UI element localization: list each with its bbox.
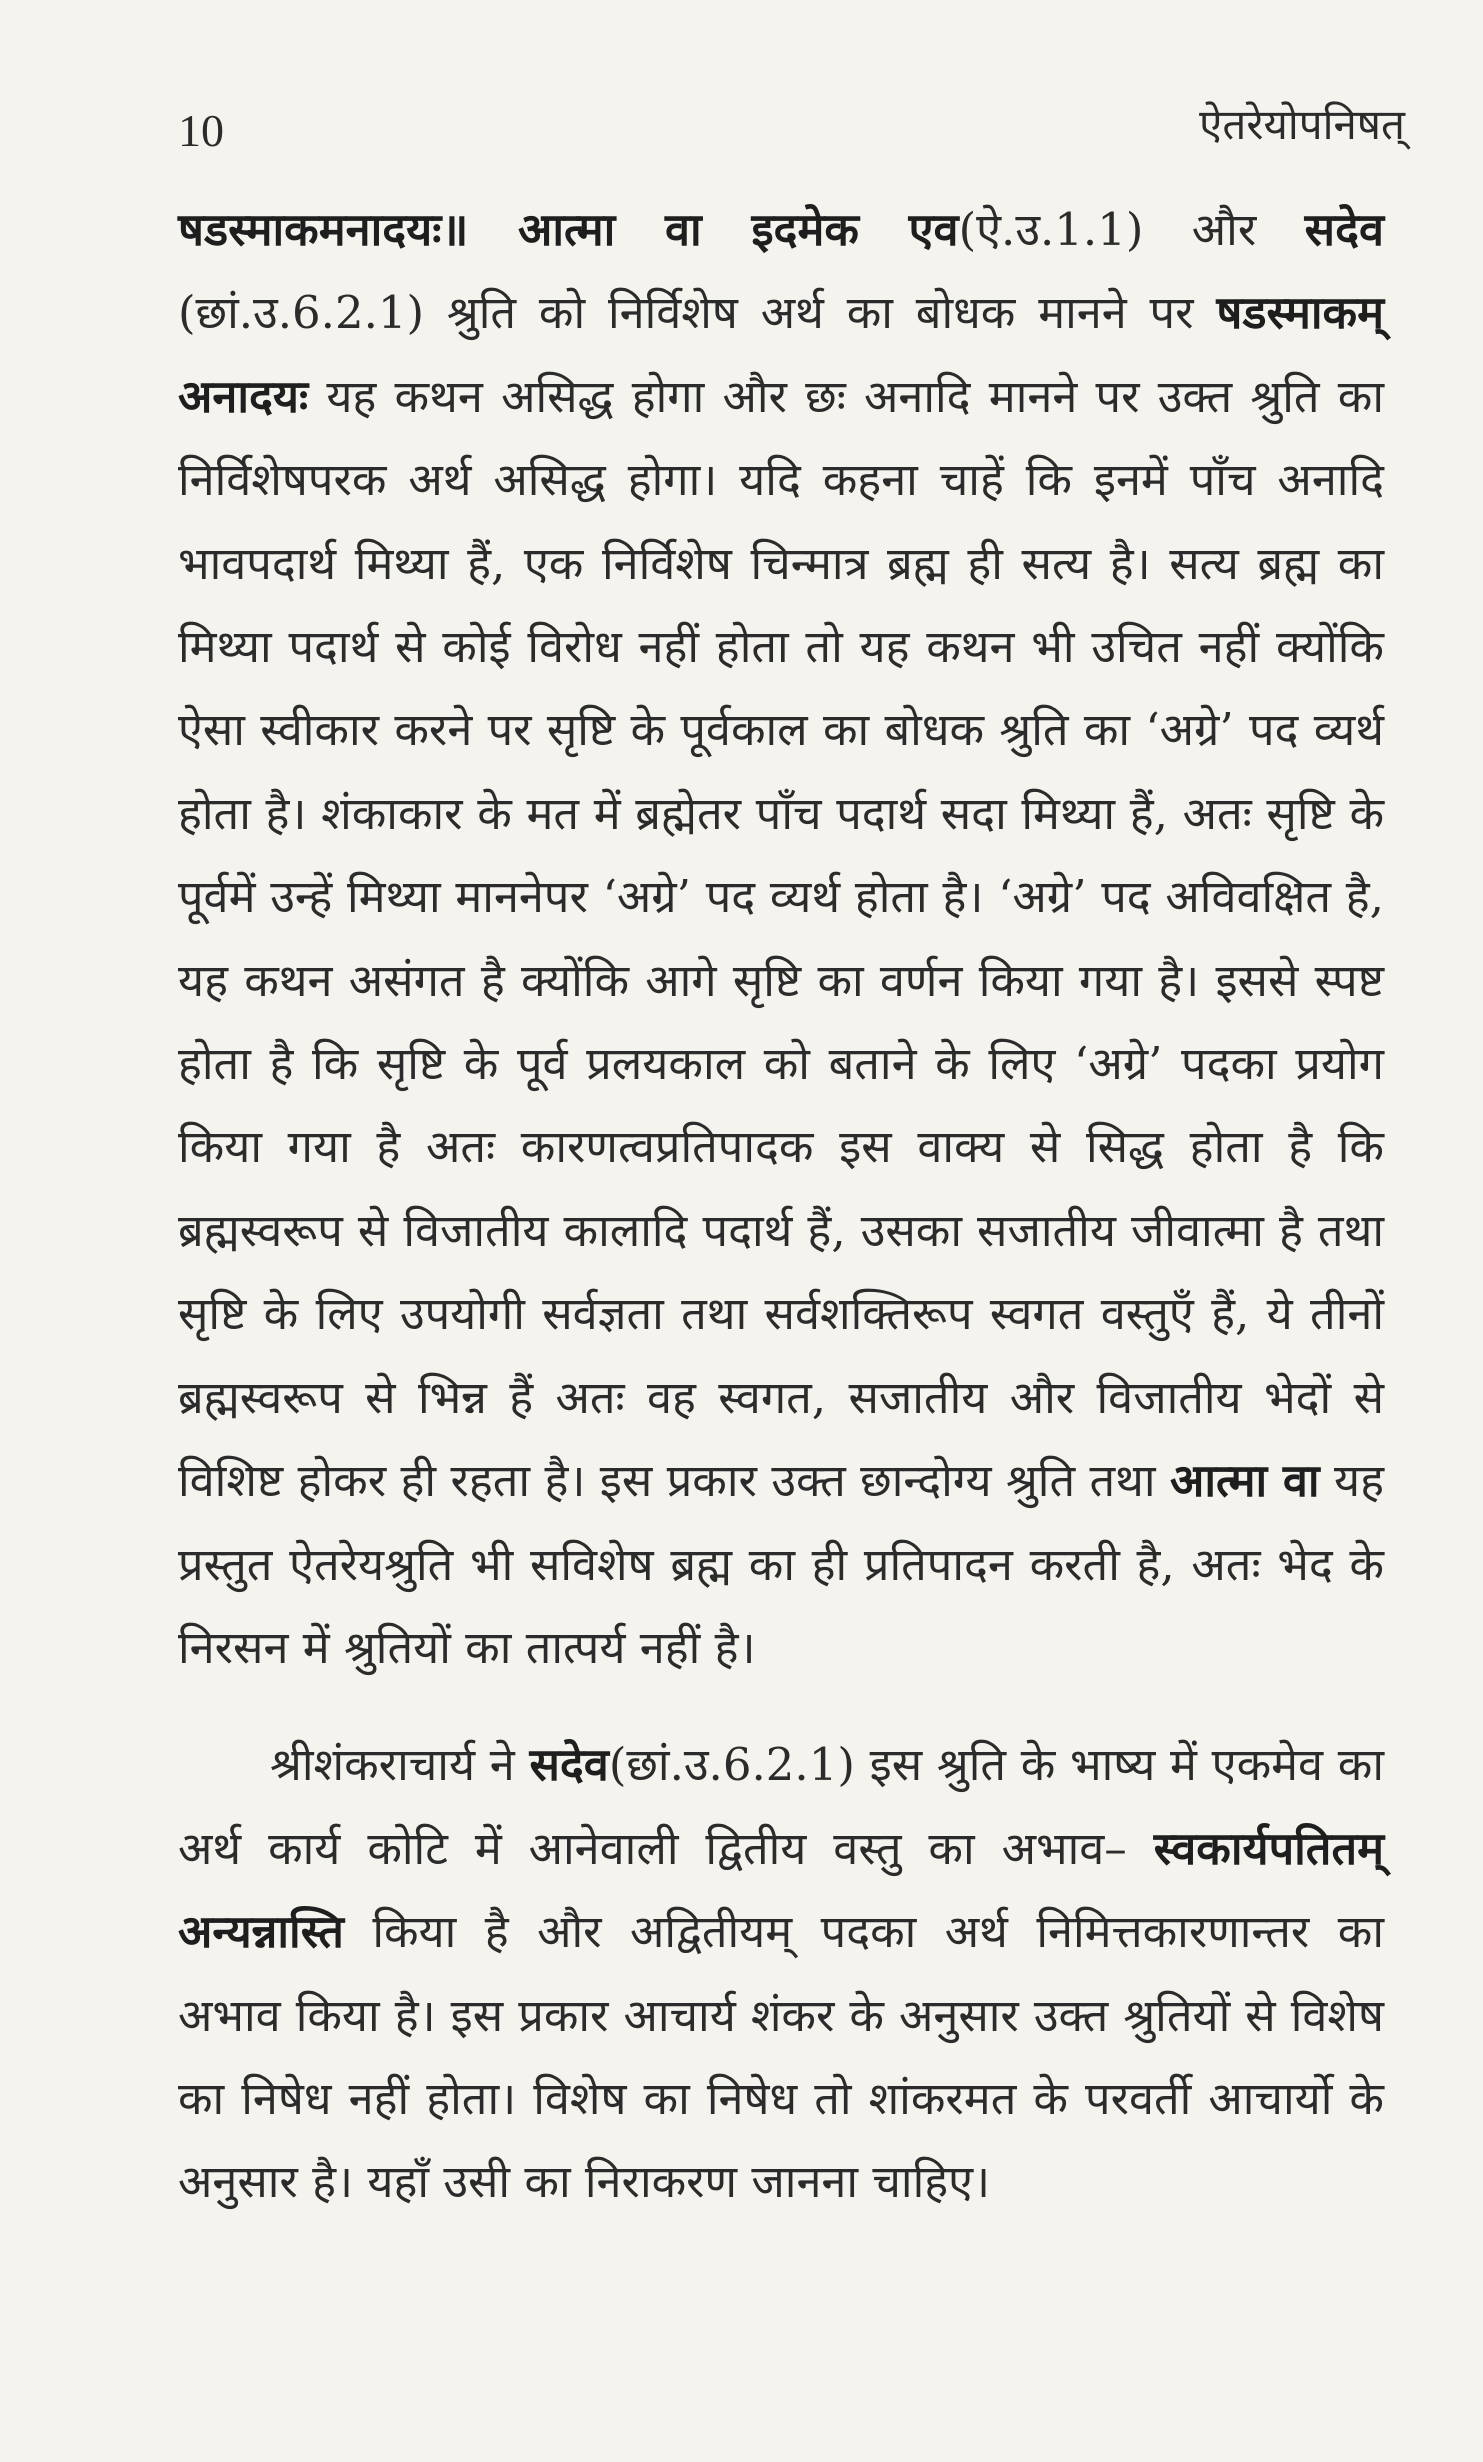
bold-phrase: षडस्माकम् अनादयः [178,286,1384,423]
text-run: श्रीशंकराचार्य ने [270,1738,530,1792]
text-run: (छां.उ.6.2.1) इस श्रुति के भाष्य में एकमेव का अर्थ कार्य कोटि में आनेवाली द्वितीय वस्तु का अभाव– [178,1738,1384,1875]
text-run: यह कथन असिद्ध होगा और छः अनादि मानने पर उक्त श्रुति का निर्विशेषपरक अर्थ असिद्ध होगा। यदि कहना चाहें कि इनमें पाँच अनादि भावपदार्थ मिथ्या हैं, एक निर्विशेष चिन्मात्र ब्रह्म ही सत्य है। सत्य ब्रह्म का मिथ्या पदार्थ से कोई विरोध नहीं होता तो यह कथन भी उचित नहीं क्योंकि ऐसा स्वीकार करने पर सृष्टि के पूर्वकाल का बोधक श्रुति का ‘अग्रे’ पद व्यर्थ होता है। शंकाकार के मत में ब्रह्मेतर पाँच पदार्थ सदा मिथ्या हैं, अतः सृष्टि के पूर्वमें उन्हें मिथ्या माननेपर ‘अग्रे’ पद व्यर्थ होता है। ‘अग्रे’ पद अविवक्षित है, यह कथन असंगत है क्योंकि आगे सृष्टि का वर्णन किया गया है। इससे स्पष्ट होता है कि सृष्टि के पूर्व प्रलयकाल को बताने के लिए ‘अग्रे’ पदका प्रयोग किया गया है अतः कारणत्वप्रतिपादक इस वाक्य से सिद्ध होता है कि ब्रह्मस्वरूप से विजातीय कालादि पदार्थ हैं, उसका सजातीय जीवात्मा है तथा सृष्टि के लिए उपयोगी सर्वज्ञता तथा सर्वशक्तिरूप स्वगत वस्तुएँ हैं, ये तीनों ब्रह्मस्वरूप से भिन्न हैं अतः वह स्वगत, सजातीय और विजातीय भेदों से विशिष्ट होकर ही रहता है। इस प्रकार उक्त छान्दोग्य श्रुति तथा [178,369,1384,1508]
text-run: किया है और अद्वितीयम् पदका अर्थ निमित्तकारणान्तर का अभाव किया है। इस प्रकार आचार्य शंकर के अनुसार उक्त श्रुतियों से विशेष का निषेध नहीं होता। विशेष का निषेध तो शांकरमत के परवर्ती आचार्यो के अनुसार है। यहाँ उसी का निराकरण जानना चाहिए। [178,1905,1384,2209]
paragraph-2 [178,1723,1384,2223]
text-run: (ऐ.उ.1.1) और [958,203,1305,256]
running-header-title: ऐतरेयोपनिषत् [1199,100,1405,149]
text-run: (छां.उ.6.2.1) श्रुति को निर्विशेष अर्थ का बोधक मानने पर [178,286,1217,340]
paragraph-1 [178,188,1384,1689]
bold-phrase: सदेव [529,1738,609,1792]
text-run: यह प्रस्तुत ऐतरेयश्रुति भी सविशेष ब्रह्म का ही प्रतिपादन करती है, अतः भेद के निरसन में श्रुतियों का तात्पर्य नहीं है। [178,1454,1384,1674]
bold-phrase: षडस्माकमनादयः॥ आत्मा वा इदमेक एव [178,203,959,256]
page-number: 10 [178,105,224,156]
bold-phrase: स्वकार्यपतितम् अन्यन्नास्ति [178,1821,1384,1959]
bold-phrase: आत्मा वा [1169,1454,1320,1508]
bold-phrase: सदेव [1304,203,1384,256]
body-text [178,188,1384,2224]
